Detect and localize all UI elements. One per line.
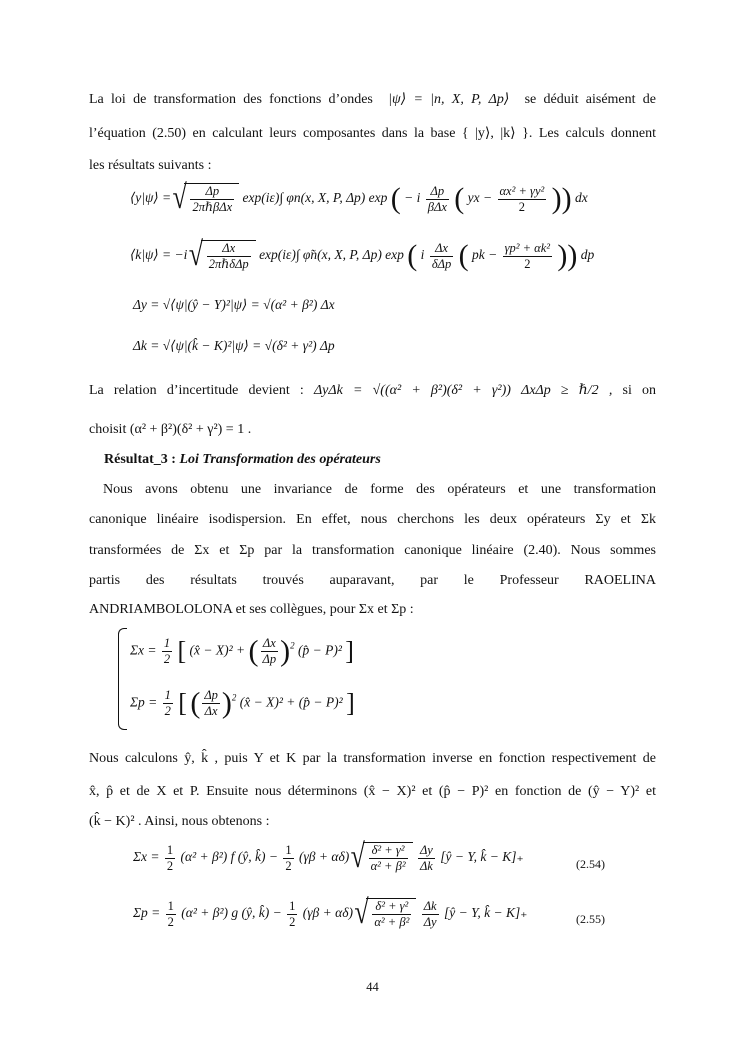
- equation-number: (2.55): [576, 912, 605, 926]
- frac-den: 2: [518, 199, 525, 214]
- paragraph-line: [89, 375, 656, 407]
- frac-den: 2: [163, 652, 171, 666]
- eq-lhs: Σp =: [133, 905, 161, 921]
- paragraph-line: canonique linéaire isodispersion. En effet, nous cherchons les deux opérateurs Σy et Σk: [89, 512, 656, 527]
- frac-den: α² + β²: [370, 859, 406, 873]
- frac-num: √ Δp: [190, 184, 234, 200]
- eq-part: yx −: [467, 190, 493, 206]
- paren: (: [390, 182, 401, 215]
- paragraph-line: transformées de Σx et Σp par la transformation canonique linéaire (2.40). Nous sommes: [89, 543, 656, 558]
- sqrt: [363, 842, 413, 874]
- eq-part: (γβ + αδ): [302, 905, 353, 921]
- eq-end: dp: [580, 247, 595, 263]
- paragraph-line: x̂, p̂ et de X et P. Ensuite nous déterminons (x̂ − X)² et (p̂ − P)² en fonction de (ŷ − Y)² et: [89, 784, 656, 799]
- equation-sigma-p-system: [130, 688, 355, 719]
- frac-den: 2πℏδΔp: [208, 257, 249, 271]
- paragraph-line: [89, 84, 656, 116]
- paren: (: [458, 239, 469, 272]
- frac-num: Δx: [261, 636, 279, 652]
- frac-num: 1: [166, 842, 174, 857]
- bracket: ]: [346, 688, 355, 718]
- paragraph-line: Nous avons obtenu une invariance de forme des opérateurs et une transformation: [103, 482, 656, 497]
- heading-title: Loi Transformation des opérateurs: [179, 452, 381, 467]
- sqrt: [184, 183, 239, 215]
- frac-num: 1: [289, 898, 296, 913]
- frac-den: Δp: [262, 652, 277, 666]
- paragraph-line: choisit (α² + β²)(δ² + γ²) = 1 .: [89, 422, 252, 437]
- frac-den: 2: [524, 256, 531, 271]
- eq-part: (x̂ − X)² +: [189, 642, 246, 658]
- paren: (: [248, 634, 259, 668]
- eq-part: (p̂ − P)²: [298, 642, 342, 658]
- eq-lhs: Σx =: [133, 849, 160, 865]
- inline-math: |ψ⟩ = |n, X, P, Δp⟩: [388, 92, 510, 107]
- frac-num: √ Δx: [207, 241, 251, 257]
- superscript: 2: [231, 692, 237, 703]
- equation-wavefunction-y: [130, 183, 588, 215]
- paragraph-line: partis des résultats trouvés auparavant, par le Professeur RAOELINA: [89, 573, 656, 588]
- paragraph-line: (k̂ − K)² . Ainsi, nous obtenons :: [89, 814, 270, 829]
- eq-mid: exp(iε)∫ φ̃n(x, X, P, Δp) exp: [259, 247, 404, 263]
- frac-den: Δk: [419, 858, 433, 873]
- frac-num: Δp: [204, 688, 218, 702]
- frac-num: Δy: [419, 842, 433, 857]
- text-span: La relation d’incertitude devient :: [89, 383, 304, 398]
- superscript: 2: [290, 640, 295, 651]
- frac-num: Δp: [426, 184, 449, 200]
- equation-2-55: [133, 898, 527, 930]
- frac-num: γp² + αk²: [504, 240, 551, 255]
- system-brace: [118, 628, 127, 730]
- eq-part: (α² + β²) g (ŷ, k̂) −: [181, 905, 282, 921]
- paragraph-line: ANDRIAMBOLOLONA et ses collègues, pour Σx et Σp :: [89, 602, 414, 617]
- bracket: [: [177, 636, 187, 666]
- eq-part: − i: [404, 190, 421, 206]
- eq-part: (α² + β²) f (ŷ, k̂) −: [180, 849, 278, 865]
- frac-den: 2: [167, 914, 174, 929]
- eq-lhs: ⟨k|ψ⟩ = −i: [130, 247, 188, 263]
- equation-delta-y: Δy = √⟨ψ|(ŷ − Y)²|ψ⟩ = √(α² + β²) Δx: [133, 297, 335, 312]
- bracket: ]: [345, 636, 354, 666]
- paragraph-line: Nous calculons ŷ, k̂ , puis Y et K par la transformation inverse en fonction respectivement de: [89, 751, 656, 766]
- equation-number: (2.54): [576, 857, 605, 871]
- eq-part: pk −: [471, 247, 498, 263]
- frac-den: δΔp: [431, 256, 452, 271]
- paren: (: [407, 239, 418, 272]
- paren: ): [280, 634, 291, 668]
- eq-part: [ŷ − Y, k̂ − K]₊: [440, 849, 524, 865]
- frac-num: 1: [164, 688, 171, 702]
- frac-num: 1: [285, 842, 292, 857]
- frac-den: 2: [285, 858, 292, 873]
- paren: ): [221, 686, 232, 720]
- eq-part: i: [420, 247, 425, 263]
- frac-num: √ δ² + γ²: [372, 899, 411, 915]
- frac-num: √ δ² + γ²: [369, 843, 408, 859]
- equation-wavefunction-k: [130, 240, 594, 272]
- paragraph-line: les résultats suivants :: [89, 158, 212, 173]
- frac-den: 2: [289, 914, 296, 929]
- text-span: La loi de transformation des fonctions d’ondes: [89, 92, 373, 107]
- paren: )): [551, 182, 572, 215]
- frac-den: βΔx: [427, 199, 447, 214]
- eq-part: (x̂ − X)² + (p̂ − P)²: [239, 694, 343, 710]
- paren: (: [454, 182, 465, 215]
- bracket: [: [178, 688, 187, 718]
- frac-num: 1: [167, 898, 174, 913]
- equation-sigma-x-system: [130, 636, 354, 667]
- eq-lhs: Σx =: [130, 642, 157, 658]
- frac-num: αx² + γy²: [499, 183, 545, 198]
- frac-den: 2πℏβΔx: [192, 200, 233, 214]
- page-number: 44: [366, 980, 379, 994]
- text-span: se déduit aisément de: [524, 92, 657, 107]
- paren: (: [190, 686, 201, 720]
- equation-delta-k: Δk = √⟨ψ|(k̂ − K)²|ψ⟩ = √(δ² + γ²) Δp: [133, 338, 335, 353]
- frac-num: Δx: [430, 241, 453, 257]
- frac-den: Δx: [204, 704, 218, 718]
- eq-end: dx: [575, 190, 588, 206]
- eq-mid: exp(iε)∫ φn(x, X, P, Δp) exp: [242, 190, 388, 206]
- paragraph-line: l’équation (2.50) en calculant leurs composantes dans la base { |y⟩, |k⟩ }. Les calculs donnent: [89, 126, 656, 141]
- sqrt: [201, 240, 256, 272]
- text-span: si on: [622, 383, 657, 398]
- frac-den: 2: [164, 704, 171, 718]
- frac-num: 1: [163, 636, 171, 650]
- frac-den: 2: [166, 858, 174, 873]
- eq-part: [ŷ − Y, k̂ − K]₊: [443, 905, 528, 921]
- heading-label: Résultat_3 :: [104, 452, 176, 467]
- sqrt: [366, 898, 416, 930]
- eq-lhs: ⟨y|ψ⟩ =: [130, 190, 172, 206]
- inline-math: ΔyΔk = √((α² + β²)(δ² + γ²)) ΔxΔp ≥ ℏ/2 ,: [313, 383, 613, 398]
- frac-num: Δk: [423, 898, 437, 913]
- eq-lhs: Σp =: [130, 694, 158, 710]
- frac-den: α² + β²: [374, 915, 410, 929]
- section-heading: [104, 452, 381, 468]
- equation-2-54: [133, 842, 524, 874]
- paren: )): [557, 239, 578, 272]
- eq-part: (γβ + αδ): [298, 849, 350, 865]
- frac-den: Δy: [423, 914, 437, 929]
